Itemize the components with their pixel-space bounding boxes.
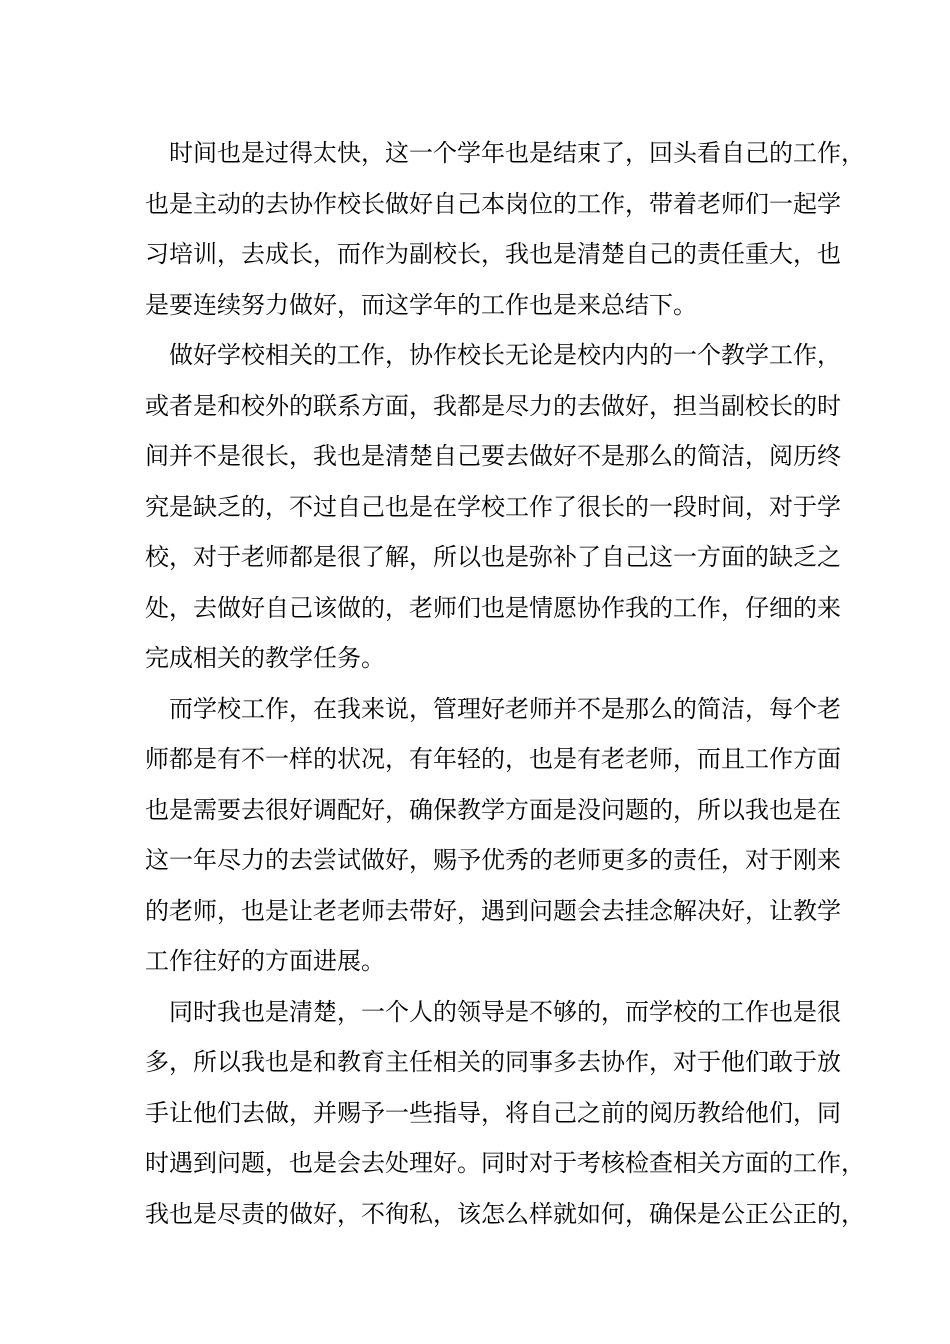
paragraph-4 [145,987,865,1240]
text-line: 同时我也是清楚，一个人的领导是不够的，而学校的工作也是很 [169,997,841,1026]
text-line: 也是需要去很好调配好，确保教学方面是没问题的，所以我也是在 [145,795,841,824]
text-line: 或者是和校外的联系方面，我都是尽力的去做好，担当副校长的时 [145,391,841,420]
text-line: 时遇到问题，也是会去处理好。同时对于考核检查相关方面的工作， [145,1149,865,1177]
text-line: 多，所以我也是和教育主任相关的同事多去协作，对于他们敢于放 [145,1048,841,1076]
text-line: 师都是有不一样的状况，有年轻的，也是有老老师，而且工作方面 [145,745,841,773]
text-line: 做好学校相关的工作，协作校长无论是校内内的一个教学工作， [169,341,841,369]
text-line: 是要连续努力做好，而这学年的工作也是来总结下。 [145,290,697,319]
paragraph-3 [145,684,841,987]
text-line: 间并不是很长，我也是清楚自己要去做好不是那么的简洁，阅历终 [145,442,841,470]
text-line: 工作往好的方面进展。 [145,947,385,975]
paragraph-2 [145,330,841,684]
text-line: 校，对于老师都是很了解，所以也是弥补了自己这一方面的缺乏之 [145,543,841,571]
text-line: 手让他们去做，并赐予一些指导，将自己之前的阅历教给他们，同 [145,1098,841,1127]
paragraph-1 [145,128,865,330]
text-line: 习培训，去成长，而作为副校长，我也是清楚自己的责任重大，也 [145,240,841,268]
document-body [145,128,865,1239]
text-line: 时间也是过得太快，这一个学年也是结束了，回头看自己的工作， [169,139,865,167]
text-line: 处，去做好自己该做的，老师们也是情愿协作我的工作，仔细的来 [145,593,841,622]
text-line: 这一年尽力的去尝试做好，赐予优秀的老师更多的责任，对于刚来 [145,846,841,874]
text-line: 的老师，也是让老老师去带好，遇到问题会去挂念解决好，让教学 [145,896,841,925]
text-line: 也是主动的去协作校长做好自己本岗位的工作，带着老师们一起学 [145,189,841,218]
text-line: 我也是尽责的做好，不徇私，该怎么样就如何，确保是公正公正的， [145,1199,865,1228]
text-line: 而学校工作，在我来说，管理好老师并不是那么的简洁，每个老 [169,694,841,723]
text-line: 完成相关的教学任务。 [145,644,385,672]
text-line: 究是缺乏的，不过自己也是在学校工作了很长的一段时间，对于学 [145,492,841,521]
